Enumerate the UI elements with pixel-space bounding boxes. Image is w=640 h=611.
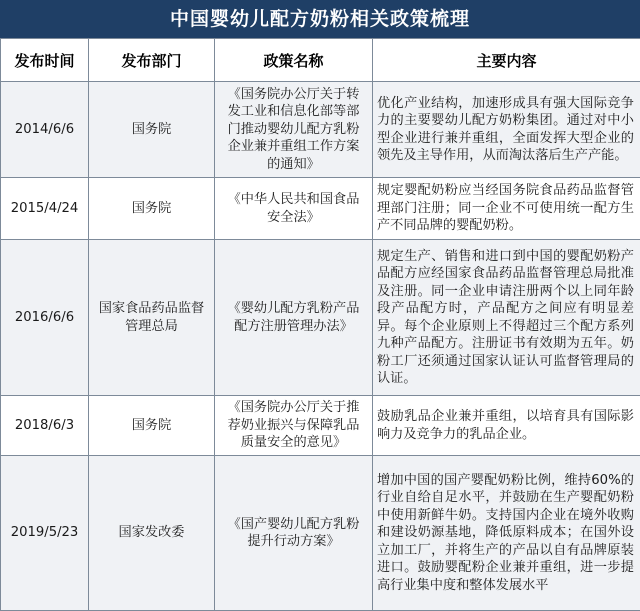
cell-department: 国务院 <box>89 396 215 456</box>
policy-table <box>0 38 640 611</box>
cell-main-content: 优化产业结构，加速形成具有强大国际竞争力的主要婴幼儿配方奶粉集团。通过对中小型企业进行兼并重组，全面发挥大型企业的领先及主导作用，从而淘汰落后生产产能。 <box>373 82 640 178</box>
header-row <box>1 39 640 82</box>
header-policy-name: 政策名称 <box>215 39 373 82</box>
table-title: 中国婴幼儿配方奶粉相关政策梳理 <box>0 0 640 38</box>
cell-policy-name: 《婴幼儿配方乳粉产品配方注册管理办法》 <box>215 240 373 396</box>
cell-date: 2016/6/6 <box>1 240 89 396</box>
cell-main-content: 增加中国的国产婴配奶粉比例，维持60%的行业自给自足水平，并鼓励在生产婴配奶粉中使用新鲜牛奶。支持国内企业在境外收购和建设奶源基地，降低原料成本；在国外设立加工厂，并将生产的产品以自有品牌原装进口。鼓励婴配粉企业兼并重组，进一步提高行业集中度和整体发展水平 <box>373 456 640 611</box>
table-row <box>1 240 640 396</box>
header-date: 发布时间 <box>1 39 89 82</box>
header-main-content: 主要内容 <box>373 39 640 82</box>
cell-policy-name: 《中华人民共和国食品安全法》 <box>215 178 373 240</box>
cell-policy-name: 《国产婴幼儿配方乳粉提升行动方案》 <box>215 456 373 611</box>
cell-date: 2018/6/3 <box>1 396 89 456</box>
table-row <box>1 82 640 178</box>
cell-main-content: 规定生产、销售和进口到中国的婴配奶粉产品配方应经国家食品药品监督管理总局批准及注册。同一企业申请注册两个以上同年龄段产品配方时，产品配方之间应有明显差异。每个企业原则上不得超过三个配方系列九种产品配方。注册证书有效期为五年。奶粉工厂还须通过国家认证认可监督管理局的认证。 <box>373 240 640 396</box>
cell-date: 2014/6/6 <box>1 82 89 178</box>
cell-department: 国家食品药品监督管理总局 <box>89 240 215 396</box>
table-row <box>1 178 640 240</box>
cell-department: 国家发改委 <box>89 456 215 611</box>
table-row <box>1 396 640 456</box>
cell-policy-name: 《国务院办公厅关于转发工业和信息化部等部门推动婴幼儿配方乳粉企业兼并重组工作方案的通知》 <box>215 82 373 178</box>
cell-date: 2019/5/23 <box>1 456 89 611</box>
header-department: 发布部门 <box>89 39 215 82</box>
cell-main-content: 规定婴配奶粉应当经国务院食品药品监督管理部门注册；同一企业不可使用统一配方生产不同品牌的婴配奶粉。 <box>373 178 640 240</box>
table-row <box>1 456 640 611</box>
cell-policy-name: 《国务院办公厅关于推荐奶业振兴与保障乳品质量安全的意见》 <box>215 396 373 456</box>
cell-department: 国务院 <box>89 82 215 178</box>
cell-main-content: 鼓励乳品企业兼并重组，以培育具有国际影响力及竞争力的乳品企业。 <box>373 396 640 456</box>
cell-date: 2015/4/24 <box>1 178 89 240</box>
cell-department: 国务院 <box>89 178 215 240</box>
